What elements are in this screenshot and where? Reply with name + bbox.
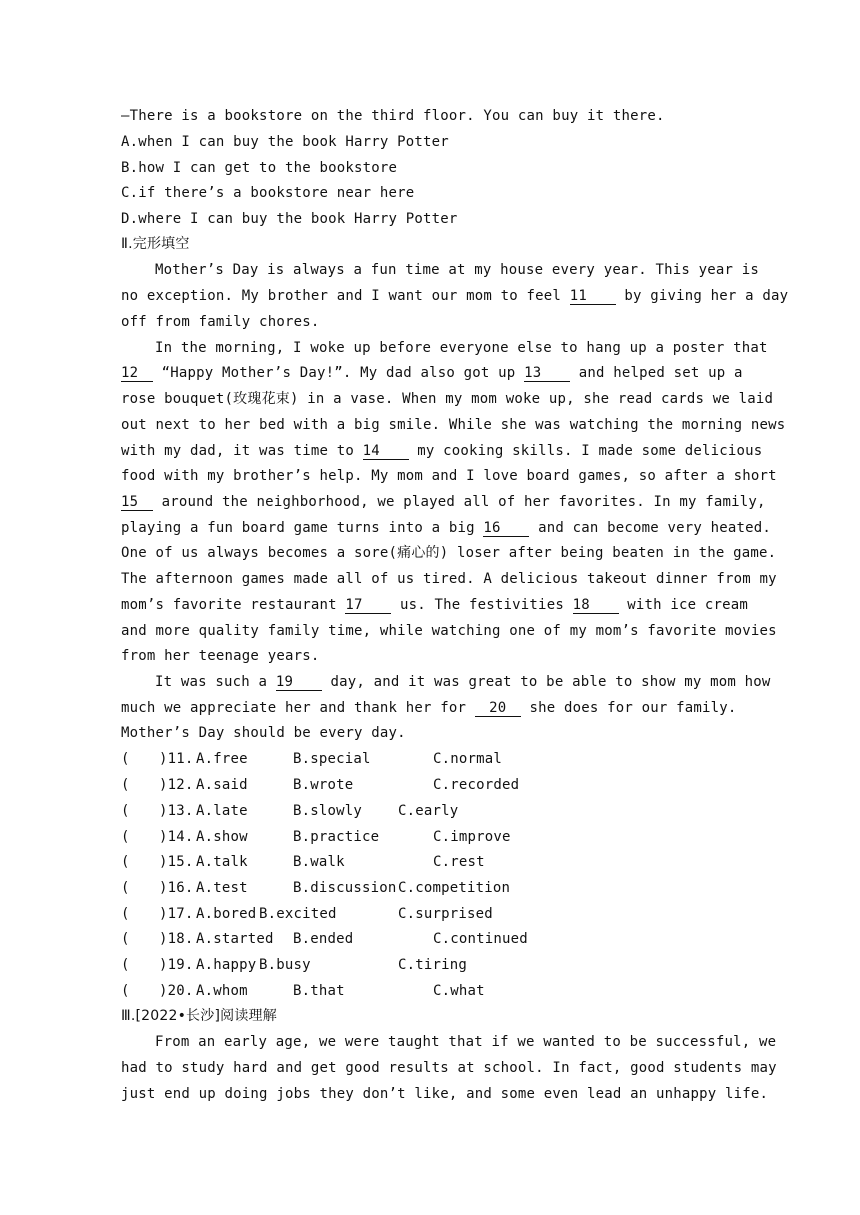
q11-paren: (	[121, 751, 130, 767]
q15-option-c: C.rest	[433, 854, 485, 870]
cloze-text-line: 12 “Happy Mother’s Day!”. My dad also got up 13 and helped set up a	[121, 365, 743, 381]
cloze-text-line: much we appreciate her and thank her for 20 she does for our family.	[121, 700, 737, 716]
q16-number: )16.	[159, 880, 194, 896]
cloze-text-line: The afternoon games made all of us tired. A delicious takeout dinner from my	[121, 571, 777, 587]
q17-number: )17.	[159, 906, 194, 922]
q18-paren: (	[121, 931, 130, 947]
q17-paren: (	[121, 906, 130, 922]
cloze-text-line: rose bouquet(玫瑰花束) in a vase. When my mom woke up, she read cards we laid	[121, 391, 774, 407]
q13-number: )13.	[159, 803, 194, 819]
blank-12: 12	[121, 366, 153, 382]
q12-option-a: A.said	[196, 777, 248, 793]
q15-option-b: B.walk	[293, 854, 345, 870]
q10-option-a: A.when I can buy the book Harry Potter	[121, 134, 449, 150]
blank-14: 14	[363, 444, 409, 460]
cloze-text-line: It was such a 19 day, and it was great to be able to show my mom how	[155, 674, 771, 690]
q20-paren: (	[121, 983, 130, 999]
cloze-text-line: Mother’s Day is always a fun time at my house every year. This year is	[155, 262, 760, 278]
q14-option-b: B.practice	[293, 829, 380, 845]
q12-number: )12.	[159, 777, 194, 793]
cloze-text-line: One of us always becomes a sore(痛心的) loser after being beaten in the game.	[121, 545, 777, 561]
q18-number: )18.	[159, 931, 194, 947]
blank-13: 13	[524, 366, 570, 382]
dialogue-answer-line: —There is a bookstore on the third floor. You can buy it there.	[121, 108, 665, 124]
q14-number: )14.	[159, 829, 194, 845]
blank-20: 20	[475, 701, 521, 717]
q13-option-c: C.early	[398, 803, 459, 819]
cloze-text-line: food with my brother’s help. My mom and I love board games, so after a short	[121, 468, 777, 484]
q20-option-a: A.whom	[196, 983, 248, 999]
q18-option-b: B.ended	[293, 931, 354, 947]
q17-option-c: C.surprised	[398, 906, 493, 922]
q15-number: )15.	[159, 854, 194, 870]
q12-option-c: C.recorded	[433, 777, 520, 793]
q15-paren: (	[121, 854, 130, 870]
q11-option-b: B.special	[293, 751, 371, 767]
cloze-text-line: out next to her bed with a big smile. While she was watching the morning news	[121, 417, 786, 433]
q19-option-b: B.busy	[259, 957, 311, 973]
blank-11: 11	[570, 289, 616, 305]
q13-option-b: B.slowly	[293, 803, 363, 819]
q18-option-c: C.continued	[433, 931, 528, 947]
q10-option-c: C.if there’s a bookstore near here	[121, 185, 415, 201]
q13-option-a: A.late	[196, 803, 248, 819]
reading-text-line: From an early age, we were taught that if we wanted to be successful, we	[155, 1034, 777, 1050]
q14-paren: (	[121, 829, 130, 845]
cloze-text-line: off from family chores.	[121, 314, 320, 330]
q15-option-a: A.talk	[196, 854, 248, 870]
q20-number: )20.	[159, 983, 194, 999]
reading-text-line: just end up doing jobs they don’t like, and some even lead an unhappy life.	[121, 1086, 769, 1102]
blank-18: 18	[573, 598, 619, 614]
q16-option-b: B.discussion	[293, 880, 397, 896]
cloze-text-line: from her teenage years.	[121, 648, 320, 664]
q11-option-a: A.free	[196, 751, 248, 767]
q20-option-b: B.that	[293, 983, 345, 999]
q14-option-c: C.improve	[433, 829, 511, 845]
q19-option-a: A.happy	[196, 957, 257, 973]
q19-option-c: C.tiring	[398, 957, 468, 973]
section-heading-cloze: Ⅱ.完形填空	[121, 236, 190, 252]
q17-option-b: B.excited	[259, 906, 337, 922]
blank-17: 17	[345, 598, 391, 614]
q19-paren: (	[121, 957, 130, 973]
cloze-text-line: In the morning, I woke up before everyone else to hang up a poster that	[155, 340, 768, 356]
cloze-text-line: Mother’s Day should be every day.	[121, 725, 406, 741]
q17-option-a: A.bored	[196, 906, 257, 922]
q11-option-c: C.normal	[433, 751, 503, 767]
blank-15: 15	[121, 495, 153, 511]
blank-19: 19	[276, 675, 322, 691]
cloze-text-line: and more quality family time, while watching one of my mom’s favorite movies	[121, 623, 777, 639]
q16-option-a: A.test	[196, 880, 248, 896]
cloze-text-line: playing a fun board game turns into a big 16 and can become very heated.	[121, 520, 772, 536]
q20-option-c: C.what	[433, 983, 485, 999]
cloze-text-line: mom’s favorite restaurant 17 us. The festivities 18 with ice cream	[121, 597, 749, 613]
cloze-text-line: 15 around the neighborhood, we played all of her favorites. In my family,	[121, 494, 766, 510]
q12-paren: (	[121, 777, 130, 793]
q12-option-b: B.wrote	[293, 777, 354, 793]
blank-16: 16	[483, 521, 529, 537]
q14-option-a: A.show	[196, 829, 248, 845]
q11-number: )11.	[159, 751, 194, 767]
q16-paren: (	[121, 880, 130, 896]
q16-option-c: C.competition	[398, 880, 511, 896]
reading-text-line: had to study hard and get good results at school. In fact, good students may	[121, 1060, 777, 1076]
q13-paren: (	[121, 803, 130, 819]
q10-option-b: B.how I can get to the bookstore	[121, 160, 398, 176]
section-heading-reading: Ⅲ.[2022•长沙]阅读理解	[121, 1008, 277, 1024]
q19-number: )19.	[159, 957, 194, 973]
q18-option-a: A.started	[196, 931, 274, 947]
cloze-text-line: no exception. My brother and I want our mom to feel 11 by giving her a day	[121, 288, 789, 304]
cloze-text-line: with my dad, it was time to 14 my cooking skills. I made some delicious	[121, 443, 763, 459]
q10-option-d: D.where I can buy the book Harry Potter	[121, 211, 458, 227]
